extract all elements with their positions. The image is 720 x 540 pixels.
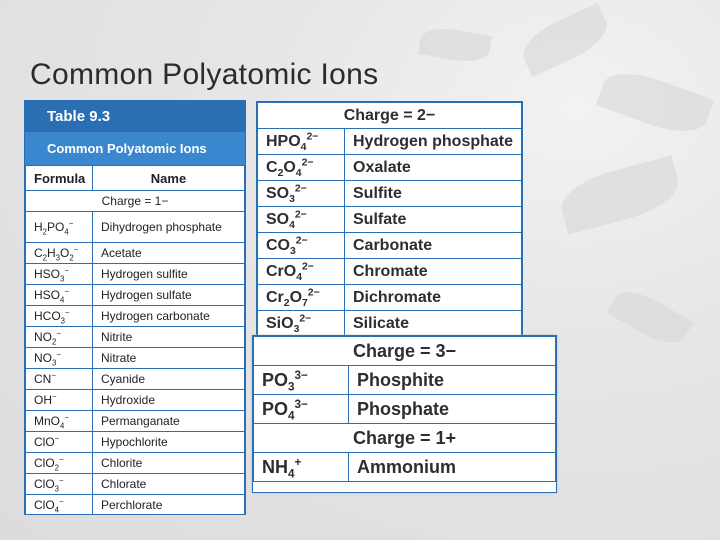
formula-charge: 2− [302,261,314,273]
ion-formula [26,390,93,411]
ion-formula [258,207,345,233]
table-row [26,495,245,516]
table-row [26,348,245,369]
formula-subscript: 3 [60,273,65,283]
table-charge-2minus [256,101,523,337]
ion-formula [254,395,349,424]
ion-formula [258,181,345,207]
formula-subscript: 3 [55,252,61,262]
formula-symbol: HPO [266,132,301,150]
formula-subscript: 7 [302,297,308,309]
formula-charge: − [56,349,61,359]
table-9-3 [24,100,246,515]
formula-symbol: OH [34,392,52,407]
formula-charge: − [59,496,64,506]
formula-charge: 3− [294,368,308,382]
formula-symbol: ClO [34,434,55,449]
ion-name: Sulfate [345,207,522,233]
formula-symbol: CN [34,371,52,386]
formula-symbol: HSO [34,287,61,302]
formula-subscript: 4 [60,294,65,304]
ion-formula [26,212,93,243]
charge-label: Charge = 1+ [254,424,556,453]
formula-subscript: 4 [288,467,295,481]
table-subtitle: Common Polyatomic Ions [25,132,245,165]
table-row [258,207,522,233]
formula-symbol: ClO [34,455,55,470]
formula-subscript: 4 [300,141,307,153]
formula-subscript: 3 [52,357,57,367]
formula-subscript: 3 [54,483,60,493]
background-leaf [607,282,694,352]
formula-symbol: SO [266,210,290,228]
formula-charge: 2− [294,209,307,221]
formula-subscript: 4 [288,409,295,423]
formula-charge: − [64,265,69,275]
table-charge-3minus-1plus [252,335,557,493]
ion-name: Perchlorate [93,495,245,516]
formula-symbol: O [289,288,303,306]
formula-symbol: PO [262,369,289,390]
ion-formula [258,285,345,311]
formula-charge: 2− [294,183,307,195]
formula-charge: − [52,391,57,401]
formula-symbol: C [266,158,278,176]
ion-table-2minus [257,102,522,337]
formula-charge: − [65,307,70,317]
ion-table-3minus-1plus [253,336,556,482]
ion-formula [254,453,349,482]
formula-subscript: 2 [42,252,48,262]
ion-name: Hydrogen phosphate [345,129,522,155]
formula-subscript: 4 [60,420,65,430]
ion-formula [26,453,93,474]
formula-subscript: 3 [288,380,295,394]
formula-charge: − [68,218,74,228]
ion-formula [26,495,93,516]
name-header: Name [93,166,245,191]
ion-name: Oxalate [345,155,522,181]
ion-name: Nitrate [93,348,245,369]
ion-name: Dichromate [345,285,522,311]
ion-name: Dihydrogen phosphate [93,212,245,243]
ion-table-1minus [25,165,245,515]
formula-subscript: 3 [290,245,296,257]
formula-symbol: HSO [34,266,61,281]
table-row [26,369,245,390]
ion-name: Cyanide [93,369,245,390]
ion-formula [26,432,93,453]
table-number: Table 9.3 [33,105,122,128]
ion-formula [26,306,93,327]
formula-charge: − [59,454,64,464]
ion-formula [26,327,93,348]
table-row [258,259,522,285]
background-leaf [596,63,715,143]
formula-subscript: 2 [52,336,57,346]
formula-symbol: H [47,245,56,260]
ion-formula [26,264,93,285]
formula-subscript: 4 [64,226,69,236]
formula-symbol: PO [47,219,65,234]
formula-charge: 2− [306,131,319,143]
formula-subscript: 2 [69,252,74,262]
table-row [254,453,556,482]
table-row [258,129,522,155]
ion-name: Hypochlorite [93,432,245,453]
ion-name: Hydrogen carbonate [93,306,245,327]
ion-name: Chlorite [93,453,245,474]
formula-subscript: 2 [42,226,48,236]
formula-charge: 2− [295,235,308,247]
formula-charge: + [294,455,302,469]
ion-name: Chromate [345,259,522,285]
table-row [26,327,245,348]
table-row [258,285,522,311]
ion-name: Hydrogen sulfate [93,285,245,306]
ion-name: Sulfite [345,181,522,207]
formula-subscript: 3 [289,193,295,205]
formula-charge: − [54,433,60,443]
table-row [254,366,556,395]
ion-name: Acetate [93,243,245,264]
ion-formula [258,155,345,181]
formula-symbol: NO [34,329,52,344]
formula-symbol: NO [34,350,52,365]
formula-subscript: 2 [277,167,284,179]
formula-symbol: HCO [34,308,61,323]
table-row [26,453,245,474]
ion-name: Permanganate [93,411,245,432]
ion-name: Phosphite [349,366,556,395]
formula-subscript: 4 [289,219,295,231]
charge-label: Charge = 1− [26,191,245,212]
table-row [258,233,522,259]
formula-subscript: 3 [60,315,66,325]
ion-formula [26,285,93,306]
ion-formula [26,474,93,495]
formula-header: Formula [26,166,93,191]
formula-symbol: CO [266,236,290,254]
table-row [26,212,245,243]
ion-formula [26,411,93,432]
background-leaf [418,24,492,66]
table-row [258,155,522,181]
formula-charge: 2− [299,313,312,325]
table-row [254,395,556,424]
formula-charge: 2− [301,157,314,169]
ion-formula [26,243,93,264]
ion-formula [258,129,345,155]
formula-symbol: O [60,245,70,260]
ion-name: Phosphate [349,395,556,424]
formula-symbol: ClO [34,476,55,491]
slide-title: Common Polyatomic Ions [30,58,379,91]
formula-symbol: PO [262,398,289,419]
formula-charge: − [51,370,56,380]
ion-name: Silicate [345,311,522,337]
formula-symbol: SiO [266,314,294,332]
ion-formula [258,259,345,285]
table-row [26,390,245,411]
ion-formula [26,369,93,390]
ion-name: Chlorate [93,474,245,495]
table-header-bar [25,101,245,132]
charge-label: Charge = 2− [258,103,522,129]
ion-name: Ammonium [349,453,556,482]
background-leaf [556,155,685,234]
ion-name: Nitrite [93,327,245,348]
table-row [26,306,245,327]
formula-charge: − [56,328,61,338]
formula-symbol: CrO [266,262,297,280]
ion-name: Hydrogen sulfite [93,264,245,285]
ion-name: Carbonate [345,233,522,259]
ion-name: Hydroxide [93,390,245,411]
table-row [258,181,522,207]
table-row [26,474,245,495]
formula-charge: − [64,286,69,296]
formula-symbol: C [34,245,43,260]
formula-symbol: ClO [34,497,55,512]
table-row [26,432,245,453]
formula-symbol: MnO [34,413,61,428]
table-row [26,264,245,285]
formula-subscript: 4 [295,167,302,179]
formula-symbol: NH [262,456,288,477]
formula-charge: − [59,475,64,485]
formula-symbol: SO [266,184,290,202]
table-row [26,285,245,306]
ion-formula [26,348,93,369]
formula-symbol: H [34,219,43,234]
formula-subscript: 4 [296,271,303,283]
formula-subscript: 2 [54,462,60,472]
formula-charge: 2− [307,287,320,299]
charge-label: Charge = 3− [254,337,556,366]
table-row [26,243,245,264]
formula-symbol: Cr [266,288,284,306]
formula-charge: − [73,244,79,254]
ion-formula [254,366,349,395]
ion-formula [258,311,345,337]
formula-subscript: 3 [293,323,300,335]
formula-charge: 3− [294,397,308,411]
table-row [26,411,245,432]
table-row [258,311,522,337]
formula-symbol: O [283,158,296,176]
formula-charge: − [64,412,69,422]
formula-subscript: 2 [283,297,290,309]
background-leaf [516,3,614,77]
ion-formula [258,233,345,259]
formula-subscript: 4 [54,504,60,514]
